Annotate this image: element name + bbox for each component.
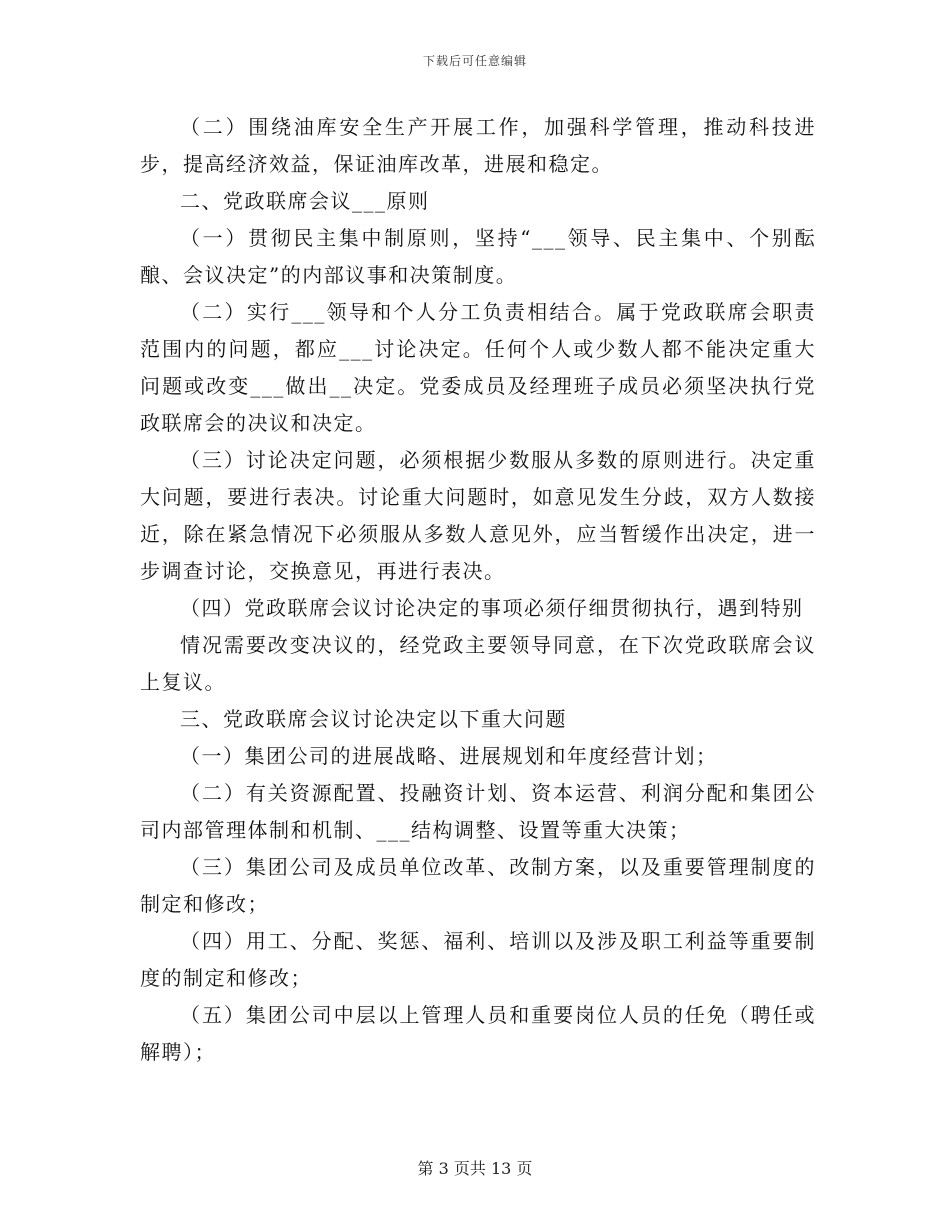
section-heading: 三、党政联席会议讨论决定以下重大问题 bbox=[180, 707, 567, 731]
paragraph: （三）讨论决定问题，必须根据少数服从多数的原则进行。决定重大问题，要进行表决。讨论重大问题时，如意见发生分歧，双方人数接近，除在紧急情况下必须服从多数人意见外，应当暂缓作出决定，进一步调查讨论，交换意见，再进行表决。 bbox=[140, 448, 816, 583]
paragraph: （二）有关资源配置、投融资计划、资本运营、利润分配和集团公司内部管理体制和机制、___结构调整、设置等重大决策； bbox=[140, 781, 816, 842]
paragraph: （一）集团公司的进展战略、进展规划和年度经营计划； bbox=[180, 744, 718, 768]
page-header: 下载后可任意编辑 bbox=[422, 54, 527, 68]
paragraph: （五）集团公司中层以上管理人员和重要岗位人员的任免（聘任或解聘）； bbox=[140, 1003, 816, 1064]
page-footer: 第 3 页共 13 页 bbox=[417, 1159, 533, 1178]
paragraph: （四）用工、分配、奖惩、福利、培训以及涉及职工利益等重要制度的制定和修改； bbox=[140, 929, 816, 990]
paragraph: （三）集团公司及成员单位改革、改制方案，以及重要管理制度的制定和修改； bbox=[140, 855, 816, 916]
document-body bbox=[140, 109, 816, 1071]
paragraph: 情况需要改变决议的，经党政主要领导同意，在下次党政联席会议上复议。 bbox=[140, 633, 816, 694]
section-heading: 二、党政联席会议___原则 bbox=[180, 189, 430, 213]
paragraph: （二）围绕油库安全生产开展工作，加强科学管理，推动科技进步，提高经济效益，保证油库改革，进展和稳定。 bbox=[140, 115, 816, 176]
paragraph: （一）贯彻民主集中制原则，坚持“___领导、民主集中、个别酝酿、会议决定”的内部议事和决策制度。 bbox=[140, 226, 816, 287]
paragraph: （四）党政联席会议讨论决定的事项必须仔细贯彻执行，遇到特别 bbox=[180, 596, 804, 620]
paragraph: （二）实行___领导和个人分工负责相结合。属于党政联席会职责范围内的问题，都应___讨论决定。任何个人或少数人都不能决定重大问题或改变___做出__决定。党委成员及经理班子成员必须坚决执行党政联席会的决议和决定。 bbox=[140, 300, 816, 435]
